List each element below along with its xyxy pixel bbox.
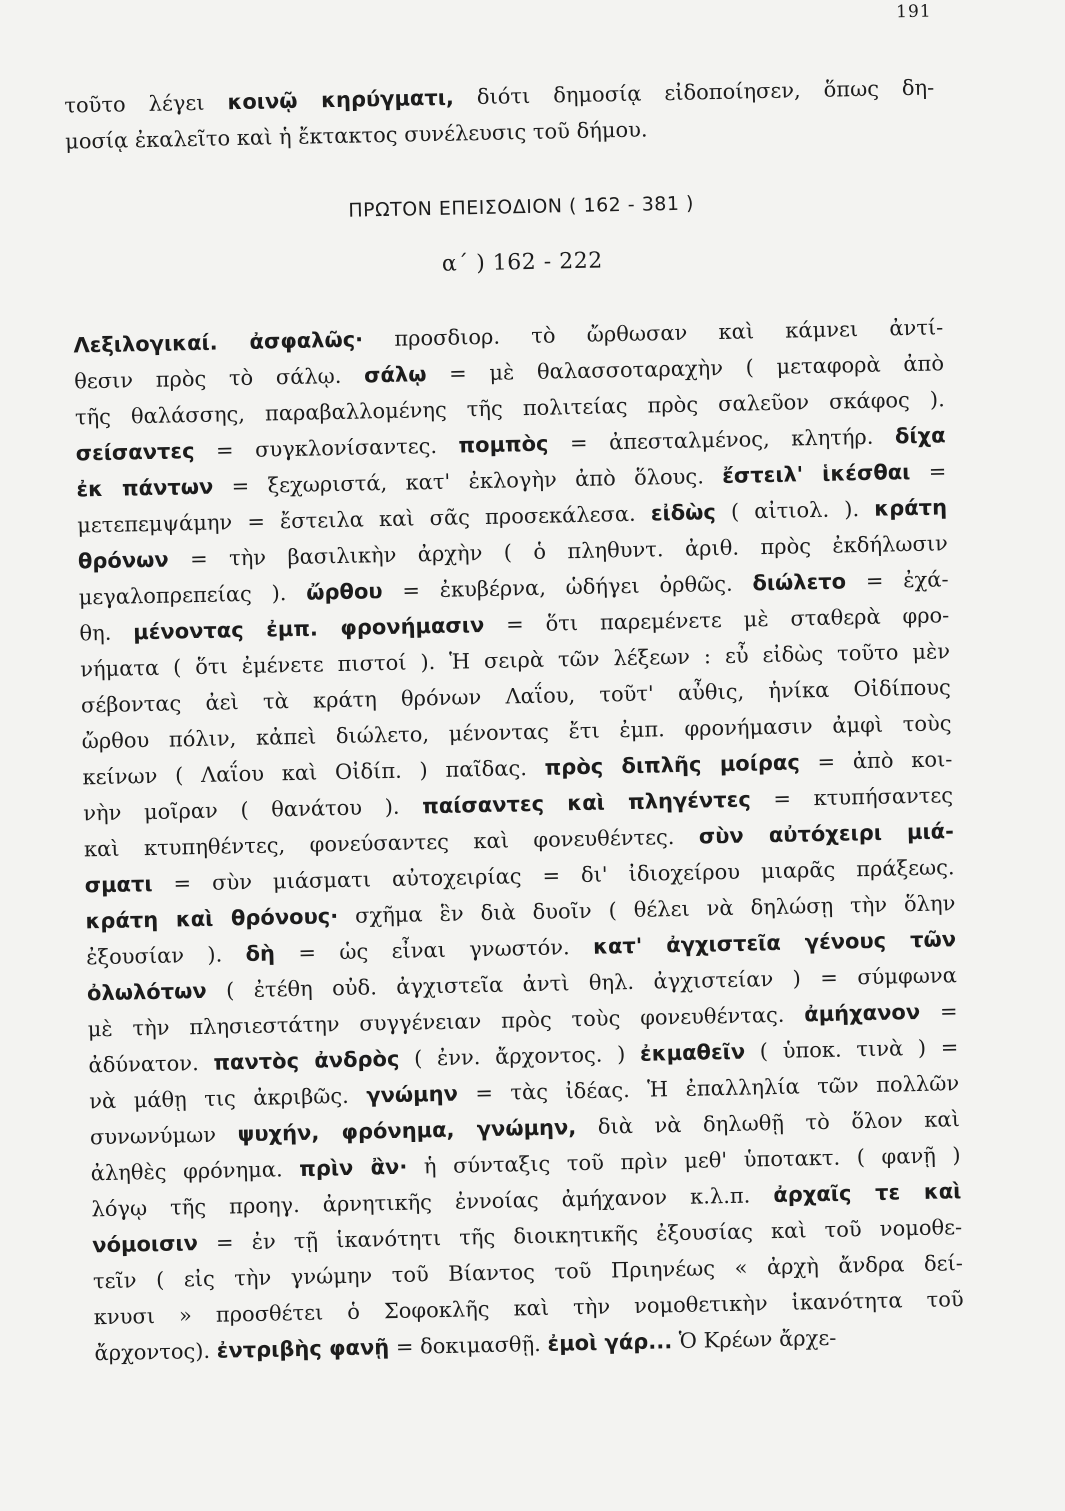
text-segment: = ἐν τῇ ἱκανότητι τῆς διοικητικῆς ἐξουσίας καὶ τοῦ νομοθε-: [197, 1215, 963, 1256]
text-segment: σχῆμα ἓν διὰ δυοῖν ( θέλει νὰ δηλώσῃ τὴν ὅλην: [337, 891, 956, 929]
lemma-term: ψυχήν, φρόνημα, γνώμην,: [237, 1115, 577, 1147]
text-segment: νὰ μάθῃ τις ἀκριβῶς.: [89, 1083, 367, 1114]
lemma-term: δίχα: [894, 423, 946, 449]
lemma-term: ὤρθου: [305, 579, 383, 605]
text-segment: μοσίᾳ ἐκαλεῖτο καὶ ἡ ἔκτακτος συνέλευσις τοῦ δήμου.: [64, 117, 648, 154]
text-segment: τεῖν ( εἰς τὴν γνώμην τοῦ Βίαντος τοῦ Πριηνέως « ἀρχὴ ἄνδρα δεί-: [92, 1251, 964, 1294]
text-segment: = τὰς ἰδέας. Ἡ ἐπαλληλία τῶν πολλῶν: [457, 1071, 960, 1106]
text-segment: = μὲ θαλασσοταραχὴν ( μεταφορὰ ἀπὸ: [426, 351, 945, 387]
lemma-term: κράτη: [874, 495, 948, 521]
lemma-term: σὺν αὐτόχειρι μιά-: [698, 819, 955, 849]
lemma-term: εἰδὼς: [650, 500, 717, 526]
text-segment: τῆς θαλάσσης, παραβαλλομένης τῆς πολιτείας πρὸς σαλεῦον σκάφος ).: [74, 387, 945, 430]
lemma-term: κατ' ἀγχιστεῖα γένους τῶν: [592, 927, 957, 959]
lemma-term: ἀρχαῖς τε καὶ: [773, 1179, 962, 1208]
lemma-term: σείσαντες: [75, 439, 195, 466]
text-segment: τοῦτο λέγει: [64, 90, 228, 118]
text-segment: = κτυπήσαντες: [750, 783, 954, 812]
lemma-term: πρὸς διπλῆς μοίρας: [544, 750, 801, 780]
text-segment: = ἀπὸ κοι-: [799, 747, 953, 775]
lemma-term: κοινῷ κηρύγματι,: [227, 85, 455, 115]
text-segment: ( ἐνν. ἄρχοντος. ): [399, 1041, 641, 1071]
commentary-paragraph: [73, 309, 965, 1371]
lemma-term: κράτη καὶ θρόνους·: [85, 904, 339, 934]
lemma-term: νόμοισιν: [92, 1231, 199, 1258]
lemma-term: διώλετο: [752, 569, 847, 596]
page-number: 191: [895, 1, 932, 23]
lemma-term: θρόνων: [77, 547, 169, 574]
text-segment: = σὺν μιάσματι αὐτοχειρίας = δι' ἰδιοχείρου μιαρᾶς πράξεως.: [152, 855, 955, 896]
lemma-term: γνώμην: [366, 1081, 459, 1108]
text-segment: διότι δημοσίᾳ εἰδοποίησεν, ὅπως δη-: [453, 75, 935, 110]
text-segment: μετεπεμψάμην = ἔστειλα καὶ σᾶς προσεκάλεσα.: [76, 501, 652, 538]
text-segment: σέβοντας ἀεὶ τὰ κράτη θρόνων Λαΐου, τοῦτ' αὖθις, ἡνίκα Οἰδίπους: [80, 675, 952, 718]
text-segment: ἀληθὲς φρόνημα.: [90, 1156, 300, 1186]
text-segment: συνωνύμων: [89, 1122, 238, 1150]
text-segment: νήματα ( ὅτι ἐμένετε πιστοί ). Ἡ σειρὰ τῶν λέξεων : εὖ εἰδὼς τοῦτο μὲν: [79, 639, 951, 682]
text-segment: ὤρθου πόλιν, κἀπεὶ διώλετο, μένοντας ἔτι ἐμπ. φρονήμασιν ἀμφὶ τοὺς: [81, 711, 952, 754]
lemma-term: ἐκμαθεῖν: [639, 1039, 746, 1066]
text-segment: κνυσι » προσθέτει ὁ Σοφοκλῆς καὶ τὴν νομοθετικὴν ἱκανότητα τοῦ: [93, 1287, 964, 1330]
lemma-term: παντὸς ἀνδρὸς: [213, 1046, 400, 1075]
subsection-title: α΄ ) 162 - 222: [441, 248, 603, 277]
text-segment: = ἐκυβέρνα, ὡδήγει ὀρθῶς.: [382, 571, 753, 604]
text-segment: = ὡς εἶναι γνωστόν.: [274, 934, 594, 966]
text-segment: μεγαλοπρεπείας ).: [78, 580, 307, 610]
text-segment: = τὴν βασιλικὴν ἀρχὴν ( ὁ πληθυντ. ἀριθ. πρὸς ἐκδήλωσιν: [168, 531, 949, 572]
lemma-term: ὀλωλότων: [86, 978, 207, 1006]
text-segment: θεσιν πρὸς τὸ σάλῳ.: [73, 363, 365, 394]
text-segment: = ἀπεσταλμένος, κλητήρ.: [548, 424, 896, 456]
lemma-term: παίσαντες καὶ πληγέντες: [421, 787, 752, 819]
text-segment: ἀδύνατον.: [88, 1050, 214, 1078]
text-segment: θη.: [79, 620, 134, 646]
lemma-term: σάλῳ: [363, 362, 427, 388]
text-segment: μὲ τὴν πλησιεστάτην συγγένειαν πρὸς τοὺς φονευθέντας.: [87, 1002, 805, 1042]
lemma-term: Λεξιλογικαί. ἀσφαλῶς·: [73, 327, 364, 358]
section-title: ΠΡΩΤΟΝ ΕΠΕΙΣΟΔΙΟΝ ( 162 - 381 ): [348, 192, 695, 222]
text-segment: ( ἐτέθη οὐδ. ἀγχιστεῖα ἀντὶ θηλ. ἀγχιστείαν ) = σύμφωνα: [206, 963, 958, 1003]
text-segment: = συγκλονίσαντες.: [194, 433, 459, 464]
lemma-term: μένοντας ἐμπ. φρονήμασιν: [132, 612, 485, 645]
text-segment: ( αἰτιολ. ).: [715, 496, 875, 525]
lemma-term: σματι: [84, 871, 153, 898]
text-segment: = ἐχά-: [845, 567, 949, 594]
lemma-term: πομπὸς: [458, 431, 549, 458]
text-segment: καὶ κτυπηθέντες, φονεύσαντες καὶ φονευθέντες.: [83, 824, 700, 862]
intro-paragraph: [64, 69, 935, 159]
text-segment: προσδιορ. τὸ ὤρθωσαν καὶ κάμνει ἀντί-: [362, 315, 944, 352]
lemma-term: ἐκ πάντων: [76, 474, 214, 502]
lemma-term: ἔστειλ' ἱκέσθαι: [721, 460, 911, 488]
text-segment: = ὅτι παρεμένετε μὲ σταθερὰ φρο-: [483, 603, 950, 637]
text-segment: ἄρχοντος).: [94, 1338, 217, 1366]
text-segment: διὰ νὰ δηλωθῇ τὸ ὅλον καὶ: [575, 1107, 961, 1140]
text-segment: = δοκιμασθῇ.: [388, 1331, 548, 1360]
text-segment: κείνων ( Λαΐου καὶ Οἰδίπ. ) παῖδας.: [82, 755, 545, 790]
text-segment: ( ὑποκ. τινὰ ) =: [744, 1035, 959, 1064]
lemma-term: ἐμοὶ γάρ...: [547, 1329, 673, 1356]
text-segment: νὴν μοῖραν ( θανάτου ).: [82, 794, 423, 826]
text-segment: = ξεχωριστά, κατ' ἐκλογὴν ἀπὸ ὅλους.: [213, 463, 723, 499]
text-segment: ἐξουσίαν ).: [85, 942, 246, 970]
text-segment: ἡ σύνταξις τοῦ πρὶν μεθ' ὑποτακτ. ( φανῇ ): [407, 1143, 961, 1179]
lemma-term: ἐντριβὴς φανῇ: [216, 1335, 390, 1363]
lemma-term: ἀμήχανον: [804, 999, 921, 1027]
text-segment: =: [919, 999, 958, 1024]
text-segment: λόγῳ τῆς προηγ. ἀρνητικῆς ἐννοίας ἀμήχανον κ.λ.π.: [91, 1183, 774, 1222]
text-segment: Ὁ Κρέων ἄρχε-: [671, 1325, 837, 1354]
text-segment: =: [910, 459, 947, 485]
lemma-term: δὴ: [245, 941, 276, 967]
lemma-term: πρὶν ἂν·: [298, 1154, 408, 1181]
